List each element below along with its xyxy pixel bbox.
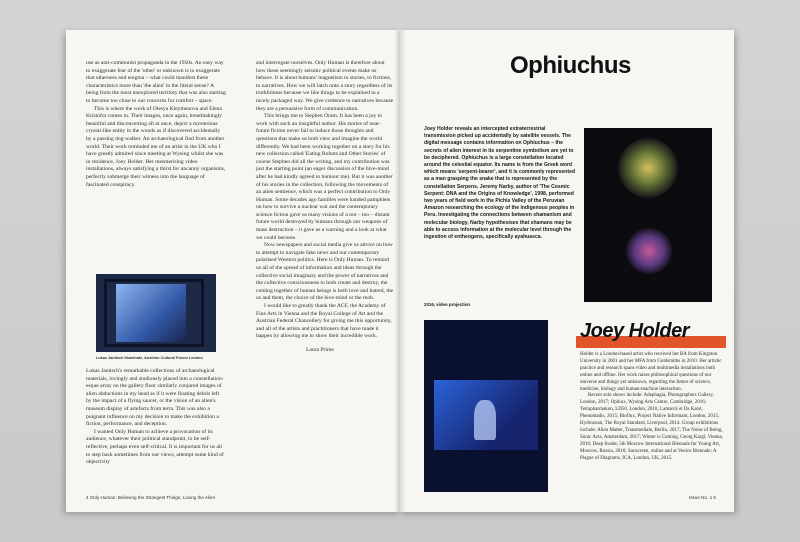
paragraph: I would like to greatly thank the ACF, the Academy of Fine Arts in Vienna and the Royal College of Art and the Austrian Federal Chancellery for giving me this opportunity, and all of the artists and practitioners that have made it happen by allowing me to show their incredible work.: [256, 303, 392, 340]
artwork-image-mandalas: [584, 128, 712, 302]
paragraph: Recent solo shows include: Adephagia, Photographers Gallery, London, 2017; Ophiux, Wysing Arts Centre, Cambridge, 2016; Tetrapharmakon, LD50, London, 2016; Lamarck et Ds Karst, Phenomadis, 2015; Bioflux, Project Native Informant, London, 2015; Hydrozoan, The Royal Standard, Liverpool, 2014. Group exhibitions include: Alien Matter, Transmediale, Berlin, 2017; The Noise of Being, Sonic Acts, Amsterdam, 2017; Winter is Coming, Georg Kargl, Vienna, 2016; Deep Inside, 5th Moscow International Biennale for Young Art, Moscow, Russia, 2016; Sunscreen, online and at Venice Biennale; A Plague of Diagrams, ICA, London, UK, 2015.: [580, 393, 724, 461]
artist-bio: [580, 352, 726, 463]
paragraph: This brings me to Stephen Oram. It has been a joy to work with such an insightful author. His stories of near-future fiction never fail to induce those thoughts and questions that make us both view and imagine the world differently. We had been working together on a story for his new collection called 'Eating Robots and Other Stories' of course Stephen did all the writing, and my contribution was just the starting point (an eager discussion of the hive-mind after he had kindly agreed to humour me). But it was another of his stories in the collection, following the movements of an alien sentience, which was a perfect contribution to Only Human. Some decades ago families were handed pamphlets on how to survive a nuclear war and the contemporary science fiction gave us many visions of a not – too – distant future world destroyed by humans through our weapons of mass destruction – it gave us a warning and a look at what we could become.: [256, 113, 393, 241]
projected-figure: [474, 400, 496, 440]
spine-gutter: [394, 30, 406, 512]
paragraph: Holder is a London-based artist who received her BA from Kingston University in 2001 and her MFA from Goldsmiths in 2010. Her artistic practice and research spans video and multimedia installations both online and offline. Her work raises philosophical questions of our universe and things yet unknown, regarding the future of science, medicine, biology and human-machine interaction.: [580, 352, 722, 392]
paragraph: and interrogate ourselves. Only Human is therefore about how these seemingly seismic political events make us behave. It is about humans' magnetism to stories, to fictions, to narratives. How we will latch onto a story regardless of its truthfulness because we like things to be explained in a nicely packaged way. We give credence to narratives because they are a persuasive form of communication.: [256, 60, 394, 112]
paragraph: This is where the work of Olesya Kleymenova and Elena Kristofor comes in. Their images, once again, breathtakingly beautiful and disconcerting all at once, depict a mysterious crystal-like entity in the woods as if discovered accidentally by a passing dog-walker. An archaeological find from another world. Their work reminded me of an artist in the UK who I have greatly admired since meeting at Wysing whilst she was in residence, Joey Holder. Her mesmerising video installations, always satisfying a thirst for uncanny organisms, perfectly submerge their witness into the language of fascinated conspiracy.: [86, 105, 226, 188]
photo-frame: [104, 279, 204, 347]
installation-photo: [96, 274, 216, 352]
paragraph: use as anti-communist propaganda in the 1950s. An easy way to exaggerate fear of the 'other' or unknown is to exaggerate that otherness and enigma – what could manifest these characteristics more than 'the alien' in the literal sense? A being from the most unexplored territory that was also starting to become too close to our concerns for comfort – space.: [86, 60, 226, 104]
left-column-2: [256, 60, 394, 355]
right-page: [400, 30, 734, 512]
artist-name-heading: [576, 320, 726, 348]
paragraph: Lukas Janitsch's remarkable collections of archaeological materials, lovingly and studiously placed into a constellation-esque array on the gallery floor similarly conjured images of alien abductions in my head as if it were floating debris left by the impact of a flying saucer, or the vision of an alien's museum display of artefacts from terra. This was also a poignant influence on my decision to make the exhibition a fiction, performance, and deception.: [86, 368, 224, 428]
artist-name: Joey Holder: [580, 320, 689, 342]
video-projection-photo: [424, 320, 548, 492]
signature: Laura Prime: [306, 346, 334, 353]
left-column-1: [86, 60, 226, 189]
left-page: [66, 30, 400, 512]
article-title: Ophiuchus: [510, 52, 631, 79]
intro-caption: 2016, video projection: [424, 302, 471, 307]
paragraph: Now newspapers and social media give us advice on how to attempt to navigate fake news and our contemporary polarised Western politics. Here is Only Human. To remind us all of the spread of information and ideas through the collective social imaginary and the power of narratives and the collective consciousness to both create and destroy, the coming together of human beings is both love and hatred, the us and them, the choice of the hive-mind or the mob.: [256, 242, 394, 302]
intro-text: Joey Holder reveals an intercepted extraterrestrial transmission picked up accidentally by satellite vessels. The digital message contains information on Ophiuchus – the secrets of alien interest in its serpentine symbolism are yet to be deciphered. Ophiuchus is a large constellation located around the celestial equator. Its name is from the Greek word which means 'serpent-bearer', and it is commonly represented as a man grasping the snake that is represented by the constellation Serpens. Jeremy Narby, author of 'The Cosmic Serpent: DNA and the Origins of Knowledge', 1998, performed two years of field work in the Pichis Valley of the Peruvian Amazon researching the ecology of the indigenous peoples in Peru. Investigating the connections between shamanism and molecular biology, Narby hypothesises that shamans may be able to access information at the molecular level through the ingestion of entheogens, specifically ayahuasca.: [424, 126, 576, 241]
mandala-shape: [626, 228, 672, 274]
paragraph: I wanted Only Human to achieve a provocation of its audience, whatever their political standpoint, to be self-reflective, perhaps even self-critical. It is important for us all to step back sometimes from our views, attempt some kind of objectivity: [86, 428, 224, 466]
page-footer: Issue No. 1 5: [688, 495, 716, 500]
figure-caption: Lukas Janitsch Illuminate, Austrian Cultural Forum London: [96, 356, 203, 360]
page-footer: 4 Only Human: Believing the Strangest Things, Loving the Alien: [86, 495, 216, 500]
mandala-shape: [618, 138, 678, 198]
left-column-1-continued: [86, 368, 226, 467]
